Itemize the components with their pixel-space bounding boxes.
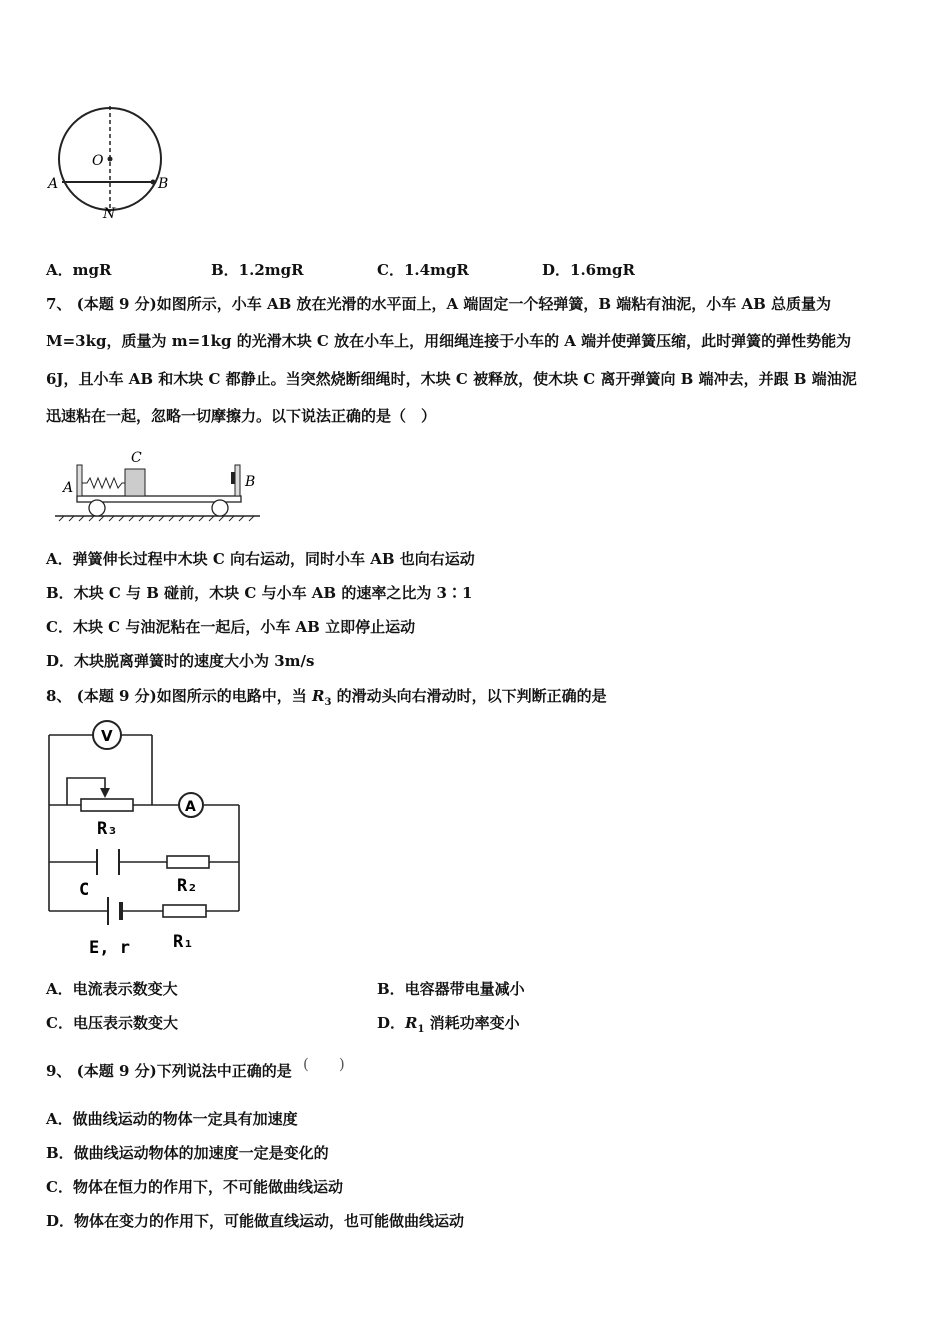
q8-label-r3: R₃: [97, 819, 118, 839]
q6-option-d: D．1.6mgR: [542, 261, 635, 279]
q8-label-er: E, r: [89, 938, 130, 958]
q8-stem-var: R: [311, 687, 325, 705]
q8-label-r1: R₁: [173, 932, 194, 952]
q8-option-c: C．电压表示数变大: [46, 1014, 178, 1032]
q7-wheel-right: [212, 500, 228, 516]
q7-cart-figure: [55, 445, 270, 525]
q8-stem-suffix: 的滑动头向右滑动时，以下判断正确的是: [331, 687, 607, 705]
q8-option-a: A．电流表示数变大: [46, 980, 178, 998]
q7-block-c: [125, 469, 145, 496]
q8-option-d-sub: 1: [417, 1024, 425, 1035]
q8-label-r2: R₂: [177, 876, 198, 896]
q6-circle-figure: [40, 100, 180, 230]
q7-stem-line-3: 6J，且小车 AB 和木块 C 都静止。当突然烧断细绳时，木块 C 被释放，使木块 C 离开弹簧向 B 端冲去，并跟 B 端油泥: [46, 370, 857, 388]
q9-option-c: C．物体在恒力的作用下，不可能做曲线运动: [46, 1178, 343, 1196]
q7-spring: [82, 478, 125, 488]
q9-option-b: B．做曲线运动物体的加速度一定是变化的: [46, 1144, 329, 1162]
q8-voltmeter-label: V: [101, 727, 113, 745]
q8-option-d-prefix: D．: [377, 1014, 406, 1032]
q7-label-c: C: [131, 450, 142, 466]
q7-stem-line-2: M=3kg，质量为 m=1kg 的光滑木块 C 放在小车上，用细绳连接于小车的 A 端并使弹簧压缩，此时弹簧的弹性势能为: [46, 332, 852, 350]
q8-option-d: [377, 1013, 520, 1040]
q9-option-d: D．物体在变力的作用下，可能做直线运动，也可能做曲线运动: [46, 1212, 465, 1230]
q7-option-b: B．木块 C 与 B 碰前，木块 C 与小车 AB 的速率之比为 3∶1: [46, 584, 473, 602]
q8-stem-sub: 3: [324, 697, 332, 708]
q7-wheel-left: [89, 500, 105, 516]
q7-putty: [231, 472, 235, 484]
q7-label-a: A: [63, 480, 74, 496]
q8-stem: [46, 686, 607, 713]
q7-option-d: D．木块脱离弹簧时的速度大小为 3m/s: [46, 652, 315, 670]
q6-label-a: A: [48, 176, 59, 192]
q7-stem-line-1: 7、 (本题 9 分)如图所示，小车 AB 放在光滑的水平面上，A 端固定一个轻弹簧，B 端粘有油泥，小车 AB 总质量为: [46, 295, 832, 313]
q9-option-a: A．做曲线运动的物体一定具有加速度: [46, 1110, 298, 1128]
q8-slider-arrow: [100, 788, 110, 798]
q8-option-d-suffix: 消耗功率变小: [424, 1014, 520, 1032]
q7-option-a: A．弹簧伸长过程中木块 C 向右运动，同时小车 AB 也向右运动: [46, 550, 475, 568]
q8-ammeter-label: A: [185, 799, 196, 815]
q8-label-c: C: [79, 880, 90, 900]
q9-stem: 9、 (本题 9 分)下列说法中正确的是: [46, 1062, 292, 1080]
q8-circuit-figure: [45, 718, 250, 963]
q9-paren: ( ): [303, 1055, 345, 1073]
q7-label-b: B: [245, 474, 256, 490]
q6-point-o: [108, 157, 113, 162]
q7-stem-line-4: 迅速粘在一起，忽略一切摩擦力。以下说法正确的是（ ）: [46, 407, 437, 425]
q6-option-a: A．mgR: [46, 261, 112, 279]
q7-end-a-wall: [77, 465, 82, 496]
q6-label-b: B: [158, 176, 169, 192]
q7-end-b-wall: [235, 465, 240, 496]
q8-resistor-r2: [167, 856, 209, 868]
q8-option-b: B．电容器带电量减小: [377, 980, 525, 998]
q8-resistor-r3: [81, 799, 133, 811]
q8-stem-prefix: 8、 (本题 9 分)如图所示的电路中，当: [46, 687, 312, 705]
q8-resistor-r1: [163, 905, 206, 917]
q6-option-c: C．1.4mgR: [377, 261, 469, 279]
q6-option-b: B．1.2mgR: [211, 261, 304, 279]
q6-label-o: O: [92, 153, 104, 169]
q6-label-n: N: [103, 206, 116, 222]
q6-point-b: [151, 180, 156, 185]
q7-option-c: C．木块 C 与油泥粘在一起后，小车 AB 立即停止运动: [46, 618, 416, 636]
q8-option-d-var: R: [405, 1014, 418, 1032]
